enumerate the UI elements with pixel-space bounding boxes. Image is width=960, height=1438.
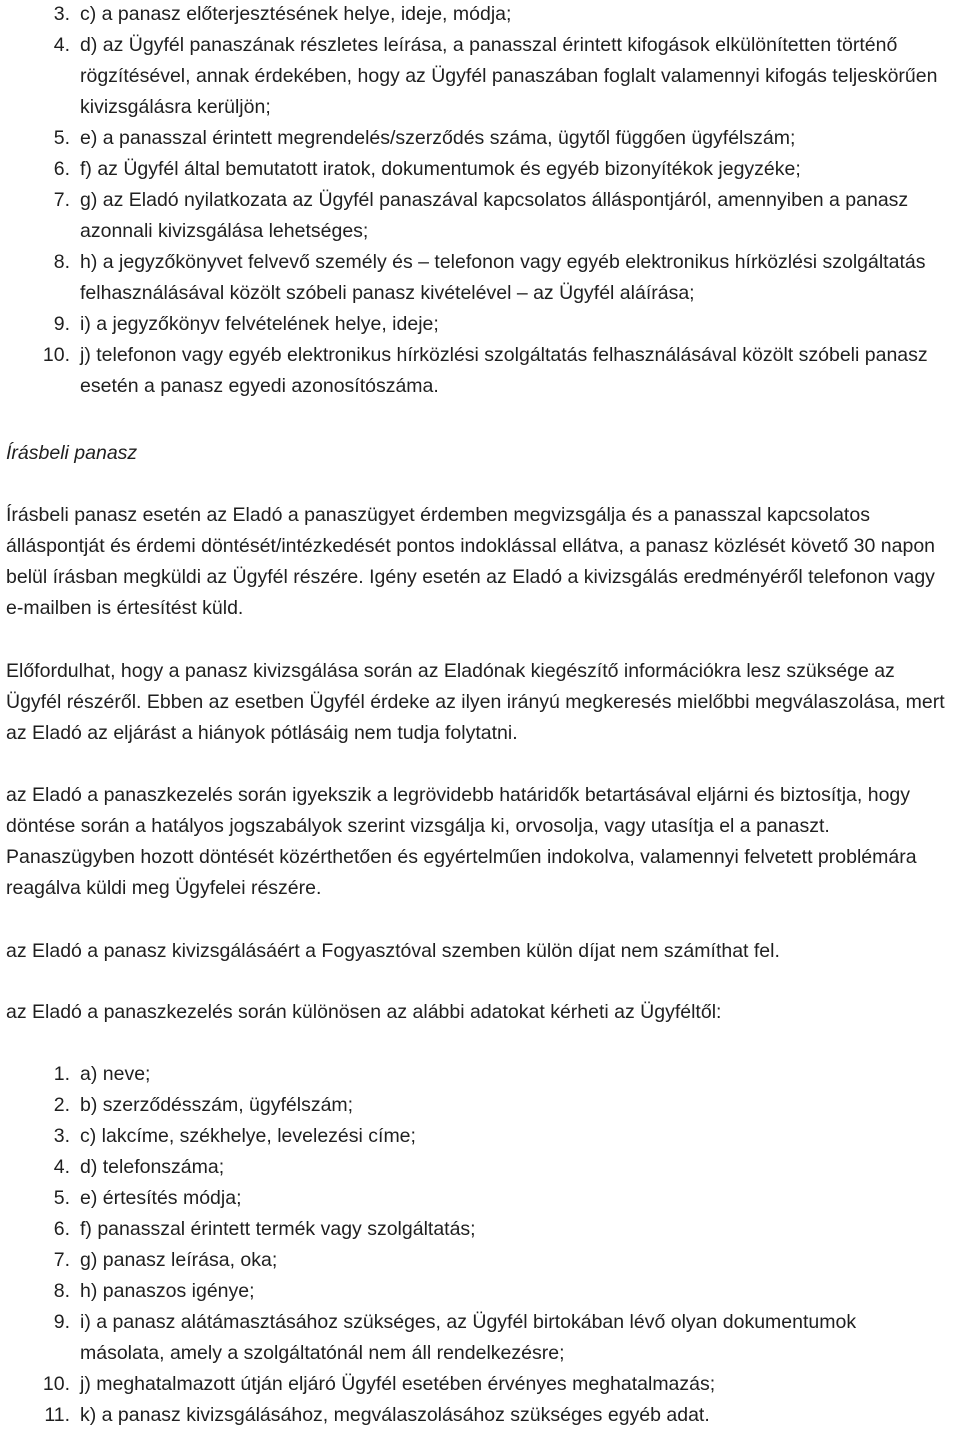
list-number: 3. bbox=[53, 3, 70, 25]
list-item-text: f) az Ügyfél által bemutatott iratok, dokumentumok és egyéb bizonyítékok jegyzéke; bbox=[80, 158, 801, 180]
list-number: 10. bbox=[42, 344, 70, 366]
paragraph-written-complaint: Írásbeli panasz esetén az Eladó a panaszügyet érdemben megvizsgálja és a panasszal kapcsolatos álláspontját és érdemi döntését/intézkedését pontos indoklással ellátva, a panasz közlését követő 30 napon belül írásban megküldi az Ügyfél részére. Igény esetén az Eladó a kivizsgálás eredményéről telefonon vagy e-mailben is értesítést küld. bbox=[6, 504, 936, 619]
list-item-text: j) meghatalmazott útján eljáró Ügyfél esetében érvényes meghatalmazás; bbox=[80, 1373, 716, 1395]
complaint-record-list bbox=[0, 0, 960, 402]
list-item-text: c) lakcíme, székhelye, levelezési címe; bbox=[80, 1125, 416, 1147]
list-item bbox=[0, 340, 960, 402]
list-number: 7. bbox=[53, 1249, 70, 1271]
list-item bbox=[0, 1214, 960, 1245]
list-number: 5. bbox=[53, 127, 70, 149]
list-item-text: k) a panasz kivizsgálásához, megválaszolásához szükséges egyéb adat. bbox=[80, 1404, 710, 1426]
list-item bbox=[0, 1152, 960, 1183]
list-item-text: j) telefonon vagy egyéb elektronikus hírközlési szolgáltatás felhasználásával közölt szóbeli panasz esetén a panasz egyedi azonosítószáma. bbox=[80, 344, 928, 397]
list-item bbox=[0, 1400, 960, 1431]
list-item-text: e) értesítés módja; bbox=[80, 1187, 242, 1209]
list-item bbox=[0, 309, 960, 340]
list-item-text: g) panasz leírása, oka; bbox=[80, 1249, 278, 1271]
paragraph-additional-info: Előfordulhat, hogy a panasz kivizsgálása során az Eladónak kiegészítő információkra lesz szüksége az Ügyfél részéről. Ebben az esetben Ügyfél érdeke az ilyen irányú megkeresés mielőbbi megválaszolása, mert az Eladó az eljárást a hiányok pótlásáig nem tudja folytatni. bbox=[6, 660, 945, 744]
list-item bbox=[0, 30, 960, 123]
list-item-text: h) panaszos igénye; bbox=[80, 1280, 255, 1302]
requested-data-list bbox=[0, 1059, 960, 1431]
paragraph-no-fee: az Eladó a panasz kivizsgálásáért a Fogyasztóval szemben külön díjat nem számíthat fel. bbox=[6, 940, 780, 962]
section-heading: Írásbeli panasz bbox=[6, 442, 138, 464]
list-number: 6. bbox=[53, 158, 70, 180]
list-number: 11. bbox=[44, 1404, 70, 1426]
list-number: 5. bbox=[53, 1187, 70, 1209]
list-number: 4. bbox=[53, 34, 70, 56]
list-item bbox=[0, 1369, 960, 1400]
list-number: 1. bbox=[53, 1063, 70, 1085]
list-item bbox=[0, 1059, 960, 1090]
list-item-text: d) telefonszáma; bbox=[80, 1156, 225, 1178]
list-number: 8. bbox=[53, 1280, 70, 1302]
list-item-text: i) a panasz alátámasztásához szükséges, az Ügyfél birtokában lévő olyan dokumentumok másolata, amely a szolgáltatónál nem áll rendelkezésre; bbox=[80, 1311, 857, 1364]
list-item-text: a) neve; bbox=[80, 1063, 151, 1085]
list-item bbox=[0, 154, 960, 185]
list-item bbox=[0, 1307, 960, 1369]
list-item bbox=[0, 1183, 960, 1214]
list-number: 10. bbox=[42, 1373, 70, 1395]
list-item-text: b) szerződésszám, ügyfélszám; bbox=[80, 1094, 354, 1116]
list-item-text: g) az Eladó nyilatkozata az Ügyfél panaszával kapcsolatos álláspontjáról, amennyiben a panasz azonnali kivizsgálása lehetséges; bbox=[80, 189, 909, 242]
list-item-text: c) a panasz előterjesztésének helye, ideje, módja; bbox=[80, 3, 512, 25]
list-item-text: i) a jegyzőkönyv felvételének helye, ideje; bbox=[80, 313, 439, 335]
list-number: 9. bbox=[53, 313, 70, 335]
list-item-text: d) az Ügyfél panaszának részletes leírása, a panasszal érintett kifogások elkülönítetten történő rögzítésével, annak érdekében, hogy az Ügyfél panaszában foglalt valamennyi kifogás teljeskörűen kivizsgálásra kerüljön; bbox=[80, 34, 938, 118]
list-item-text: f) panasszal érintett termék vagy szolgáltatás; bbox=[80, 1218, 476, 1240]
list-number: 9. bbox=[53, 1311, 70, 1333]
list-item bbox=[0, 247, 960, 309]
list-item bbox=[0, 1245, 960, 1276]
list-number: 7. bbox=[53, 189, 70, 211]
paragraph-requested-data-intro: az Eladó a panaszkezelés során különösen az alábbi adatokat kérheti az Ügyféltől: bbox=[6, 1001, 722, 1023]
list-item bbox=[0, 123, 960, 154]
paragraph-deadlines: az Eladó a panaszkezelés során igyekszik a legrövidebb határidők betartásával eljárni és biztosítja, hogy döntése során a hatályos jogszabályok szerint vizsgálja ki, orvosolja, vagy utasítja el a panaszt. Panaszügyben hozott döntését közérthetően és egyértelműen indokolva, valamennyi felvetett problémára reagálva küldi meg Ügyfelei részére. bbox=[6, 784, 917, 899]
list-item bbox=[0, 1276, 960, 1307]
list-item bbox=[0, 0, 960, 30]
list-number: 3. bbox=[53, 1125, 70, 1147]
list-item-text: e) a panasszal érintett megrendelés/szerződés száma, ügytől függően ügyfélszám; bbox=[80, 127, 796, 149]
list-item bbox=[0, 185, 960, 247]
list-item bbox=[0, 1090, 960, 1121]
list-number: 6. bbox=[53, 1218, 70, 1240]
list-item-text: h) a jegyzőkönyvet felvevő személy és – telefonon vagy egyéb elektronikus hírközlési szolgáltatás felhasználásával közölt szóbeli panasz kivételével – az Ügyfél aláírása; bbox=[80, 251, 926, 304]
list-item bbox=[0, 1121, 960, 1152]
list-number: 2. bbox=[53, 1094, 70, 1116]
list-number: 8. bbox=[53, 251, 70, 273]
list-number: 4. bbox=[53, 1156, 70, 1178]
